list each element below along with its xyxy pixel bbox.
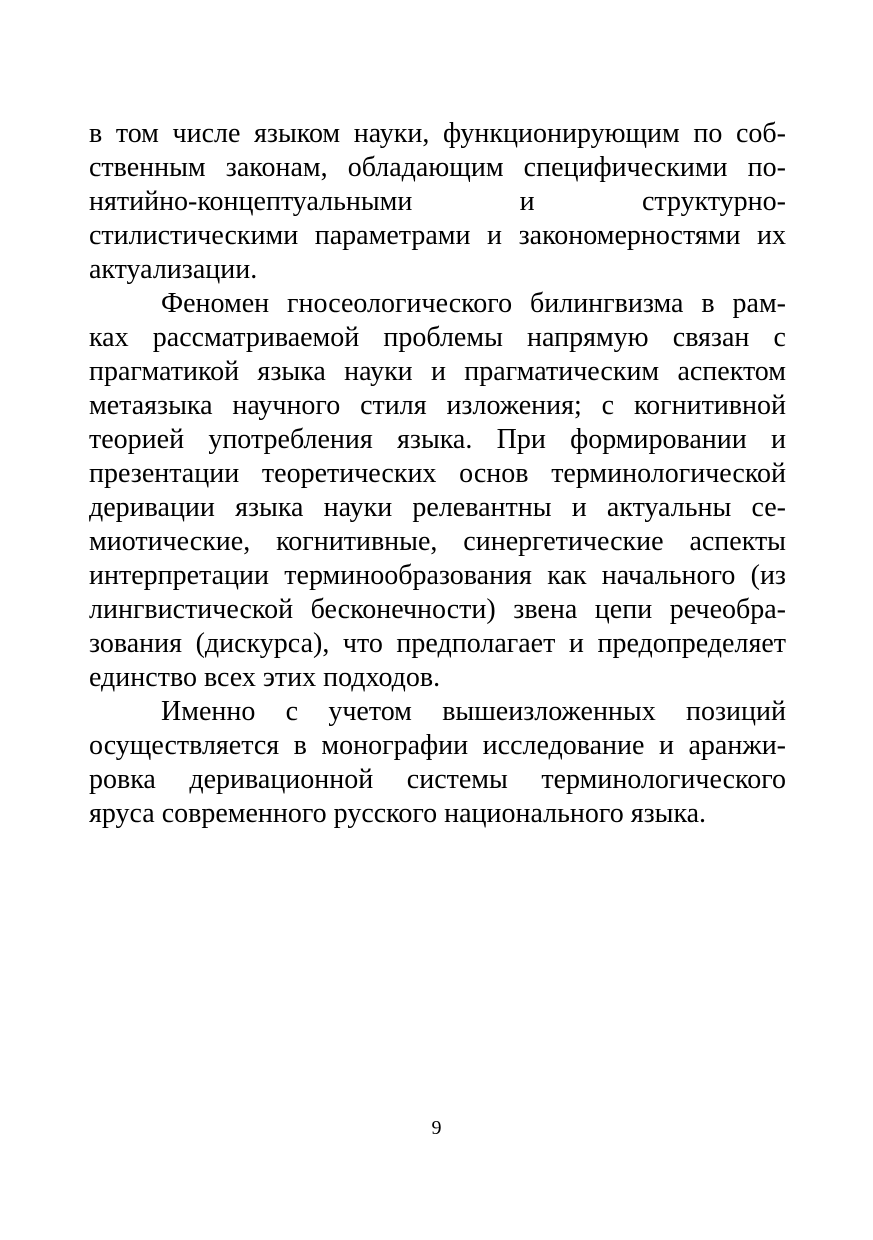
text-line: лингвистической бесконечности) звена цепи речеобра- xyxy=(89,594,786,625)
text-line: деривации языка науки релевантны и актуальны се- xyxy=(89,492,786,523)
text-line: интерпретации терминообразования как начального (из xyxy=(89,560,786,591)
text-line: Феномен гносеологического билингвизма в рам- xyxy=(161,288,786,319)
text-line: зования (дискурса), что предполагает и предопределяет xyxy=(89,628,786,659)
text-line: миотические, когнитивные, синергетические аспекты xyxy=(89,526,786,557)
text-line: метаязыка научного стиля изложения; с когнитивной xyxy=(89,390,786,421)
text-line: презентации теоретических основ терминологической xyxy=(89,458,786,489)
text-line: единство всех этих подходов. xyxy=(89,662,441,693)
paragraph-1 xyxy=(89,117,786,287)
paragraph-3 xyxy=(89,695,786,831)
text-line: Именно с учетом вышеизложенных позиций xyxy=(161,696,786,727)
text-line: нятийно-концептуальными и структурно- xyxy=(89,186,786,217)
page-number: 9 xyxy=(431,1117,442,1139)
text-line: осуществляется в монографии исследование и аранжи- xyxy=(89,730,786,761)
paragraph-2 xyxy=(89,287,786,695)
text-line: прагматикой языка науки и прагматическим аспектом xyxy=(89,356,786,387)
text-line: актуализации. xyxy=(89,254,258,285)
text-line: яруса современного русского национального языка. xyxy=(89,798,707,829)
text-line: ках рассматриваемой проблемы напрямую связан с xyxy=(89,322,786,353)
text-line: стилистическими параметрами и закономерностями их xyxy=(89,220,786,251)
text-line: ровка деривационной системы терминологического xyxy=(89,764,786,795)
text-line: в том числе языком науки, функционирующим по соб- xyxy=(89,118,786,149)
body-text xyxy=(89,117,786,831)
text-line: теорией употребления языка. При формировании и xyxy=(89,424,786,455)
text-line: ственным законам, обладающим специфическими по- xyxy=(89,152,786,183)
